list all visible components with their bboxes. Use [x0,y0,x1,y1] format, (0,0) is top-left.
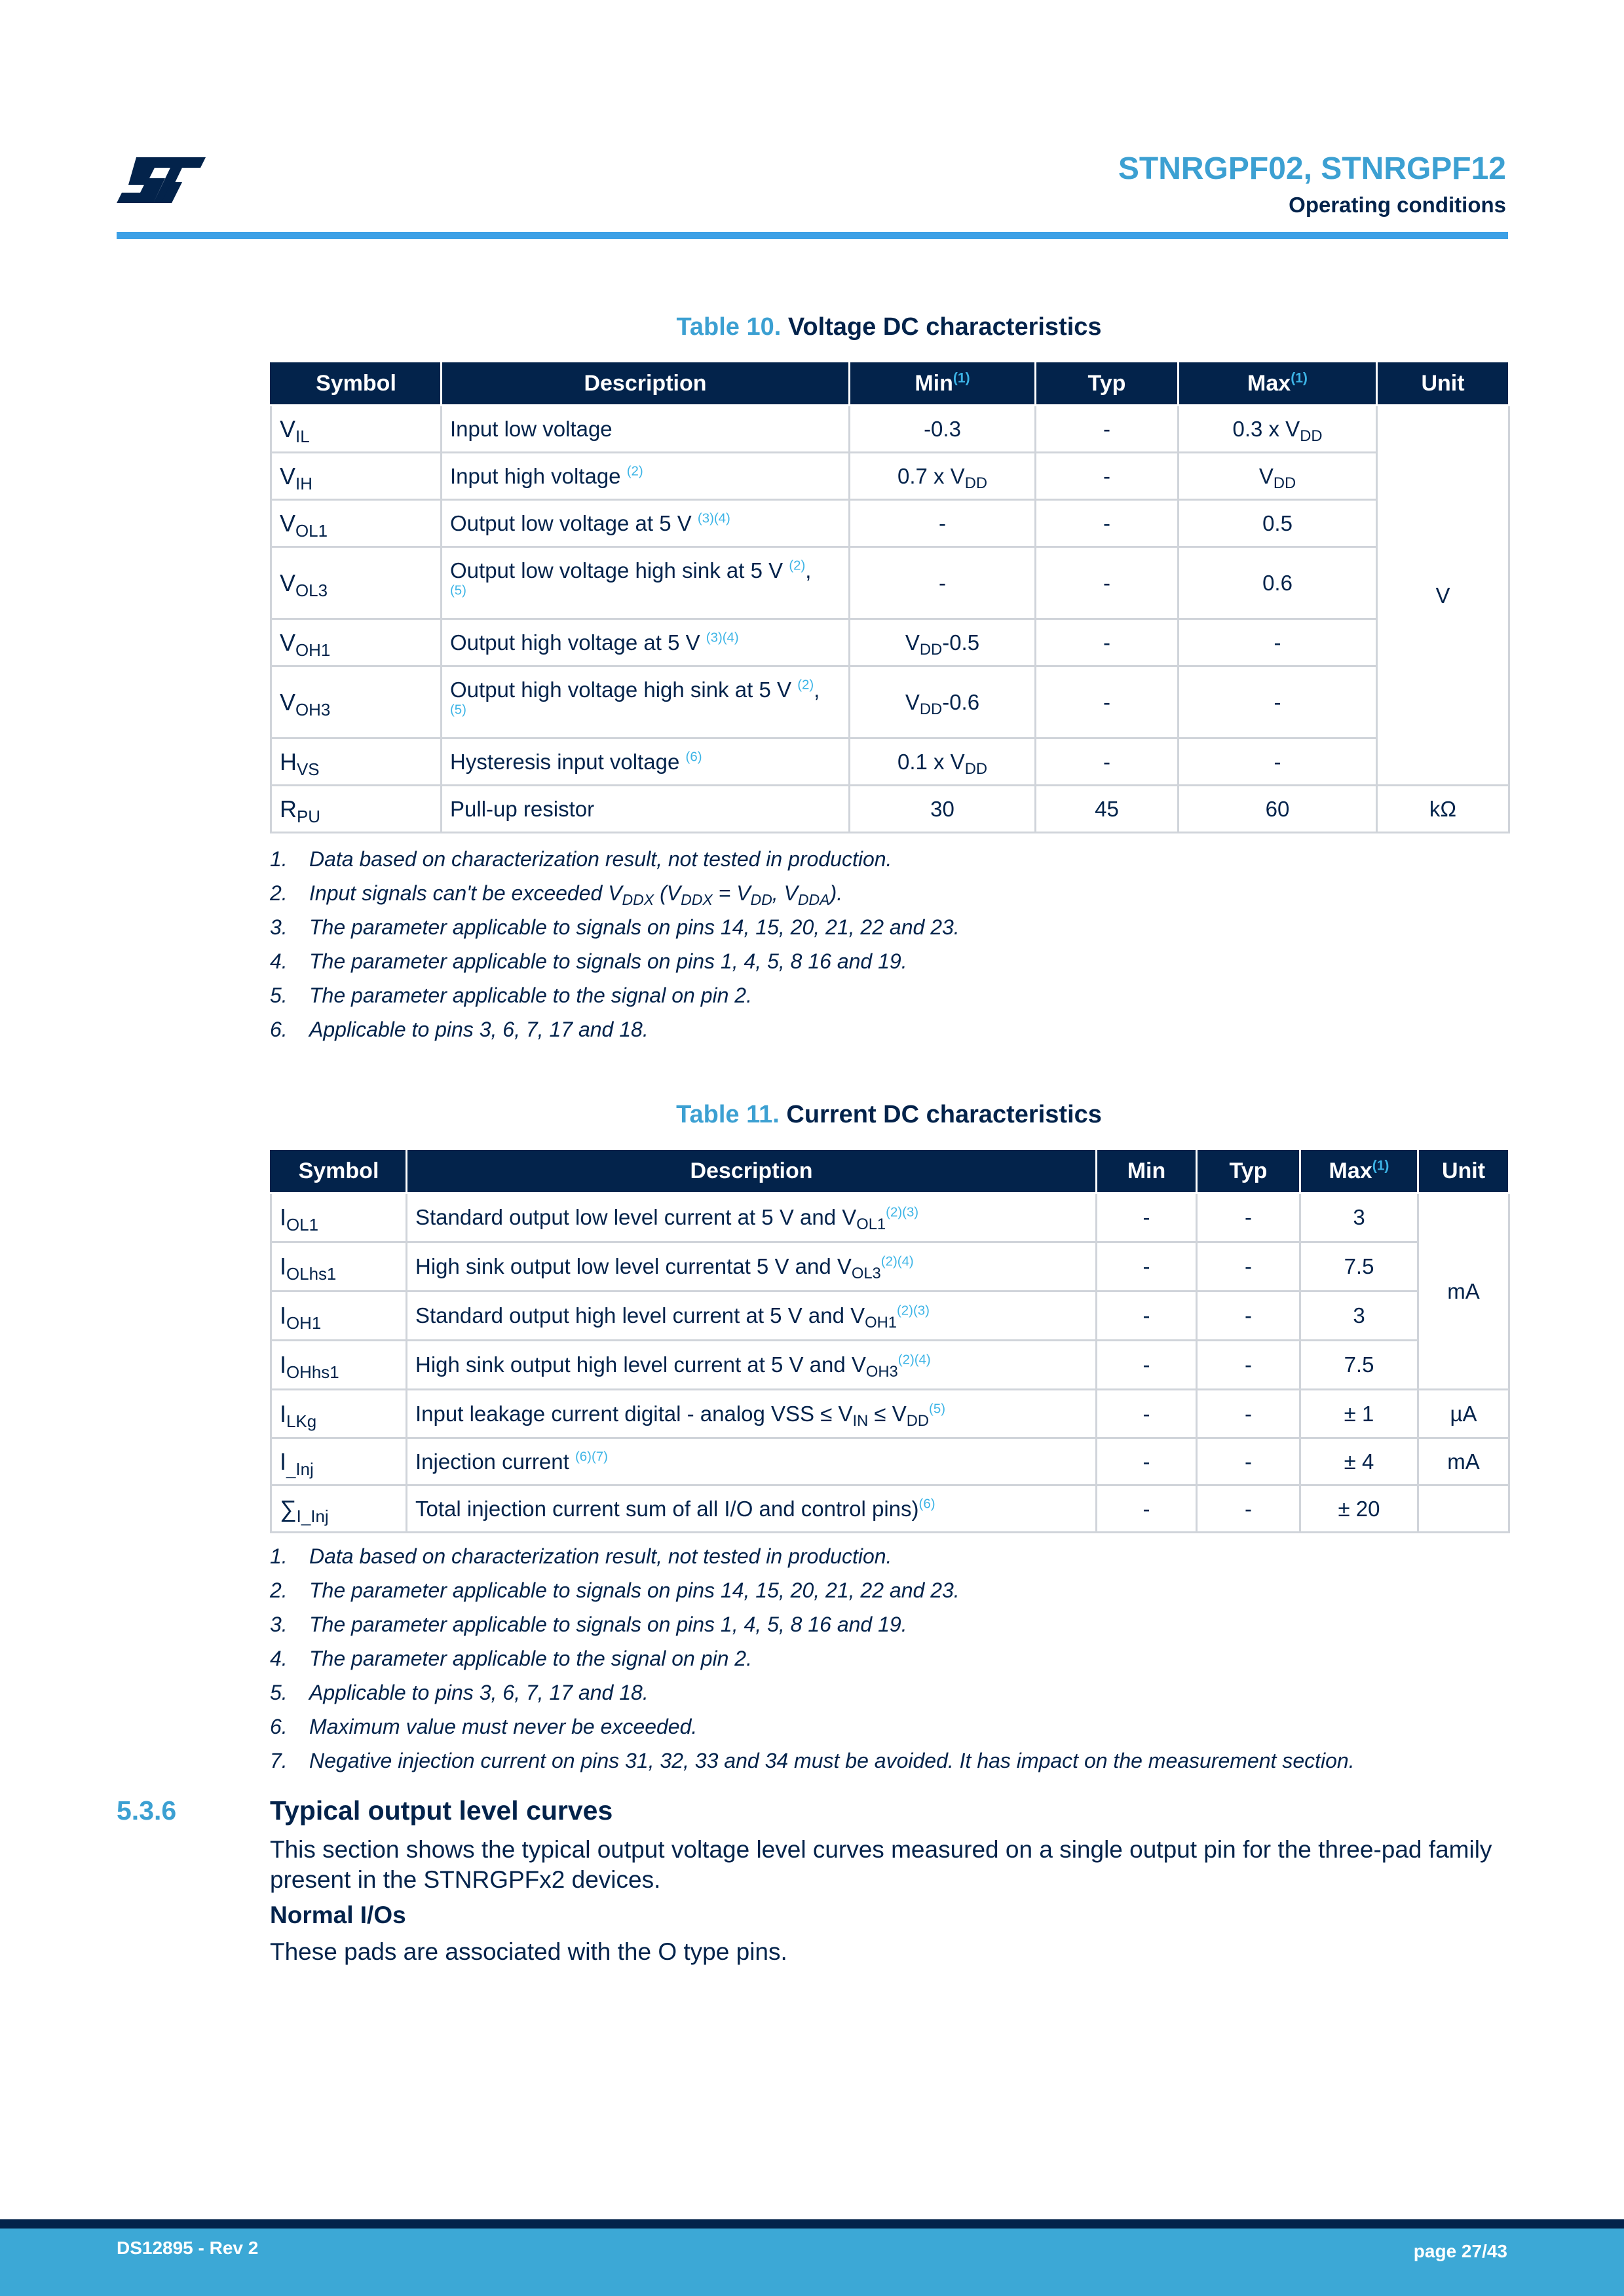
footnote: 4. The parameter applicable to the signal on pin 2. [270,1647,752,1670]
min-cell: $V_{DD}-0.5$ [850,619,1036,666]
symbol-cell: $V_{OH1}$ [271,619,442,666]
description-cell: Total injection current sum of all I/O and control pins)$^{(6)}$ [407,1485,1097,1533]
current-dc-table [270,1148,1510,1533]
max-cell: 3 [1300,1292,1418,1341]
unit-cell [1418,1485,1509,1533]
col-symbol: Symbol [271,362,442,406]
max-cell: - [1179,619,1377,666]
header-rule [117,232,1508,239]
max-cell: 0.3 x $V_{DD}$ [1179,406,1377,453]
footnote: 3. The parameter applicable to signals on pins 14, 15, 20, 21, 22 and 23. [270,915,960,939]
description-cell: High sink output high level current at 5 V and $V_{OH3}^{(2)(4)}$ [407,1341,1097,1390]
table-row [271,619,1509,666]
max-cell: 7.5 [1300,1242,1418,1292]
footnote: 2. The parameter applicable to signals on pins 14, 15, 20, 21, 22 and 23. [270,1578,960,1602]
description-cell: Output low voltage at 5 V $^{(3)(4)}$ [442,500,850,547]
col-min: Min [1097,1149,1197,1193]
section-title: Typical output level curves [270,1795,613,1826]
typ-cell: - [1036,619,1179,666]
col-description: Description [407,1149,1097,1193]
max-cell: - [1179,738,1377,786]
description-cell: Hysteresis input voltage $^{(6)}$ [442,738,850,786]
typ-cell: - [1197,1292,1300,1341]
min-cell: - [850,500,1036,547]
min-cell: $V_{DD}-0.6$ [850,666,1036,738]
typ-cell: 45 [1036,786,1179,833]
table-row [271,547,1509,619]
col-typ: Typ [1036,362,1179,406]
footer-doc-id: DS12895 - Rev 2 [117,2238,259,2258]
footnote: 6. Applicable to pins 3, 6, 7, 17 and 18. [270,1018,649,1041]
footnote: 6. Maximum value must never be exceeded. [270,1715,698,1738]
footnote: 5. Applicable to pins 3, 6, 7, 17 and 18. [270,1681,649,1704]
description-cell: Output low voltage high sink at 5 V $^{(2)}$, $^{(5)}$ [442,547,850,619]
symbol-cell: $R_{PU}$ [271,786,442,833]
footnote: 4. The parameter applicable to signals on pins 1, 4, 5, 8 16 and 19. [270,949,907,973]
table11-notes [270,1539,1355,1778]
footnote: 7. Negative injection current on pins 31, 32, 33 and 34 must be avoided. It has impact on the measurement section. [270,1749,1355,1772]
min-cell: 30 [850,786,1036,833]
description-cell: Standard output low level current at 5 V and $V_{OL1}^{(2)(3)}$ [407,1193,1097,1242]
max-cell: - [1179,666,1377,738]
table10-caption-number: Table 10. [676,313,782,341]
description-cell: Input high voltage $^{(2)}$ [442,453,850,500]
symbol-cell: $V_{OL1}$ [271,500,442,547]
table11-caption-number: Table 11. [676,1101,780,1128]
col-unit: Unit [1418,1149,1509,1193]
unit-cell: µA [1418,1390,1509,1438]
table-row [271,1390,1509,1438]
max-cell: 0.6 [1179,547,1377,619]
table-row [271,666,1509,738]
min-cell: - [1097,1193,1197,1242]
footnote: 5. The parameter applicable to the signal on pin 2. [270,984,752,1007]
unit-cell-kohm: kΩ [1377,786,1509,833]
typ-cell: - [1036,666,1179,738]
unit-cell-volt: V [1377,406,1509,786]
symbol-cell: $V_{IH}$ [271,453,442,500]
table-row [271,786,1509,833]
min-cell: - [1097,1438,1197,1485]
max-cell: ± 4 [1300,1438,1418,1485]
table-row [271,1341,1509,1390]
subsection-title: Normal I/Os [270,1902,406,1928]
header-section-name: Operating conditions [1289,193,1506,217]
min-cell: - [850,547,1036,619]
symbol-cell: $V_{OL3}$ [271,547,442,619]
col-description: Description [442,362,850,406]
typ-cell: - [1036,406,1179,453]
col-max: Max$^{(1)}$ [1300,1149,1418,1193]
description-cell: Input low voltage [442,406,850,453]
description-cell: Output high voltage high sink at 5 V $^{(2)}$, $^{(5)}$ [442,666,850,738]
symbol-cell: $I_{OL1}$ [271,1193,407,1242]
footnote: 1. Data based on characterization result, not tested in production. [270,847,892,871]
typ-cell: - [1197,1341,1300,1390]
table-row [271,738,1509,786]
min-cell: 0.7 x $V_{DD}$ [850,453,1036,500]
table-row [271,1438,1509,1485]
typ-cell: - [1036,453,1179,500]
min-cell: - [1097,1341,1197,1390]
min-cell: - [1097,1242,1197,1292]
table-row [271,500,1509,547]
typ-cell: - [1197,1438,1300,1485]
typ-cell: - [1036,547,1179,619]
unit-cell-ma: mA [1418,1193,1509,1390]
table10-caption-text: Voltage DC characteristics [787,313,1102,341]
col-typ: Typ [1197,1149,1300,1193]
typ-cell: - [1197,1485,1300,1533]
symbol-cell: $I_{LKg}$ [271,1390,407,1438]
table-row [271,1242,1509,1292]
doc-title: STNRGPF02, STNRGPF12 [1118,151,1506,186]
description-cell: Pull-up resistor [442,786,850,833]
description-cell: Standard output high level current at 5 V and $V_{OH1}^{(2)(3)}$ [407,1292,1097,1341]
symbol-cell: $H_{VS}$ [271,738,442,786]
description-cell: Input leakage current digital - analog VSS ≤ $V_{IN} \le V_{DD}^{(5)}$ [407,1390,1097,1438]
min-cell: - [1097,1292,1197,1341]
footer-rule [0,2219,1624,2229]
col-unit: Unit [1377,362,1509,406]
table11-caption [270,1101,1508,1129]
typ-cell: - [1036,500,1179,547]
symbol-cell: $\sum_{I\_Inj}$ [271,1485,407,1533]
typ-cell: - [1036,738,1179,786]
max-cell: 3 [1300,1193,1418,1242]
table-row [271,406,1509,453]
unit-cell: mA [1418,1438,1509,1485]
table-row [271,1485,1509,1533]
section-number: 5.3.6 [117,1795,177,1826]
max-cell: 60 [1179,786,1377,833]
footnote: 1. Data based on characterization result, not tested in production. [270,1544,892,1568]
description-cell: Output high voltage at 5 V $^{(3)(4)}$ [442,619,850,666]
min-cell: -0.3 [850,406,1036,453]
max-cell: 7.5 [1300,1341,1418,1390]
table10-notes [270,842,960,1046]
section-body: This section shows the typical output voltage level curves measured on a single output pin for the three-pad family present in the STNRGPFx2 devices. [270,1836,1492,1893]
min-cell: 0.1 x $V_{DD}$ [850,738,1036,786]
table-header-row [271,362,1509,406]
col-symbol: Symbol [271,1149,407,1193]
max-cell: ± 20 [1300,1485,1418,1533]
typ-cell: - [1197,1390,1300,1438]
min-cell: - [1097,1390,1197,1438]
max-cell: $V_{DD}$ [1179,453,1377,500]
max-cell: 0.5 [1179,500,1377,547]
subsection-body: These pads are associated with the O type pins. [270,1938,787,1965]
table10-caption [270,313,1508,341]
symbol-cell: $I_{OH1}$ [271,1292,407,1341]
symbol-cell: $V_{OH3}$ [271,666,442,738]
voltage-dc-table [270,360,1510,833]
footnote: 2. Input signals can't be exceeded $V_{DDX}$ ($V_{DDX} = V_{DD}$, $V_{DDA}$). [270,881,843,908]
max-cell: ± 1 [1300,1390,1418,1438]
symbol-cell: $V_{IL}$ [271,406,442,453]
col-max: Max$^{(1)}$ [1179,362,1377,406]
typ-cell: - [1197,1242,1300,1292]
description-cell: High sink output low level currentat 5 V and $V_{OL3}^{(2)(4)}$ [407,1242,1097,1292]
table-row [271,1193,1509,1242]
footnote: 3. The parameter applicable to signals on pins 1, 4, 5, 8 16 and 19. [270,1613,907,1636]
footer-page-number: page 27/43 [1413,2241,1507,2261]
symbol-cell: $I_{OHhs1}$ [271,1341,407,1390]
symbol-cell: $I_{OLhs1}$ [271,1242,407,1292]
min-cell: - [1097,1485,1197,1533]
table-row [271,453,1509,500]
col-min: Min$^{(1)}$ [850,362,1036,406]
symbol-cell: $I_{\_Inj}$ [271,1438,407,1485]
description-cell: Injection current $^{(6)(7)}$ [407,1438,1097,1485]
typ-cell: - [1197,1193,1300,1242]
table11-caption-text: Current DC characteristics [786,1101,1102,1128]
table-header-row [271,1149,1509,1193]
table-row [271,1292,1509,1341]
st-logo-icon [117,156,206,209]
